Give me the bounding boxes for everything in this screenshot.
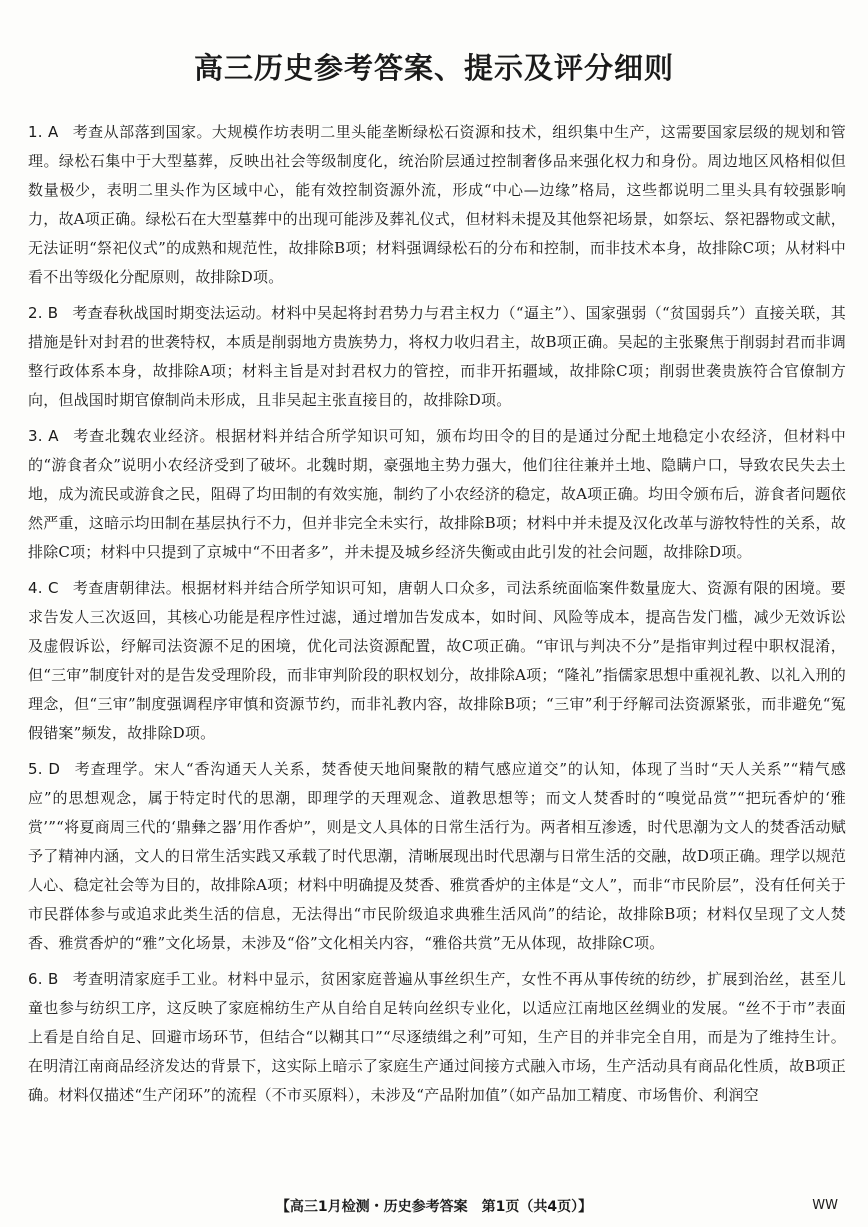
corner-mark: WW <box>812 1198 838 1213</box>
answer-number: 3. A <box>28 427 59 445</box>
answer-number: 1. A <box>28 123 59 141</box>
answer-number: 5. D <box>28 760 61 778</box>
answer-text: 考查从部落到国家。大规模作坊表明二里头能垄断绿松石资源和技术，组织集中生产，这需要国家层级的规划和管理。绿松石集中于大型墓葬，反映出社会等级制度化，统治阶层通过控制奢侈品来强化权力和身份。周边地区风格相似但数量极少，表明二里头作为区域中心，能有效控制资源外流，形成“中心—边缘”格局，这些都说明二里头具有较强影响力，故A项正确。绿松石在大型墓葬中的出现可能涉及葬礼仪式，但材料未提及其他祭祀场景，如祭坛、祭祀器物或文献，无法证明“祭祀仪式”的成熟和规范性，故排除B项；材料强调绿松石的分布和控制，而非技术本身，故排除C项；从材料中看不出等级化分配原则，故排除D项。 <box>28 123 846 286</box>
answer-text: 考查明清家庭手工业。材料中显示，贫困家庭普遍从事丝织生产，女性不再从事传统的纺纱，扩展到治丝，甚至儿童也参与纺织工序，这反映了家庭棉纺生产从自给自足转向丝织专业化，以适应江南地区丝绸业的发展。“丝不于市”表面上看是自给自足、回避市场环节，但结合“以糊其口”“尽逐绩缉之利”可知，生产目的并非完全自用，而是为了维持生计。在明清江南商品经济发达的背景下，这实际上暗示了家庭生产通过间接方式融入市场，生产活动具有商品化性质，故B项正确。材料仅描述“生产闭环”的流程（不市买原料），未涉及“产品附加值”（如产品加工精度、市场售价、利润空 <box>28 970 846 1104</box>
answer-text: 考查理学。宋人“香沟通天人关系，焚香使天地间聚散的精气感应道交”的认知，体现了当时“天人关系”“精气感应”的思想观念，属于特定时代的思潮，即理学的天理观念、道教思想等；而文人焚香时的“嗅觉品赏”“把玩香炉的‘雅赏’”“将夏商周三代的‘鼎彝之器’用作香炉”，则是文人具体的日常生活行为。两者相互渗透，时代思潮为文人的焚香活动赋予了精神内涵，文人的日常生活实践又承载了时代思潮，清晰展现出时代思潮与日常生活的交融，故D项正确。理学以规范人心、稳定社会等为目的，故排除A项；材料中明确提及焚香、雅赏香炉的主体是“文人”，而非“市民阶层”，没有任何关于市民群体参与或追求此类生活的信息，无法得出“市民阶级追求典雅生活风尚”的结论，故排除B项；材料仅呈现了文人焚香、雅赏香炉的“雅”文化场景，未涉及“俗”文化相关内容，“雅俗共赏”无从体现，故排除C项。 <box>28 760 846 952</box>
answer-text: 考查春秋战国时期变法运动。材料中吴起将封君势力与君主权力（“逼主”）、国家强弱（“贫国弱兵”）直接关联，其措施是针对封君的世袭特权，本质是削弱地方贵族势力，将权力收归君主，故B项正确。吴起的主张聚焦于削弱封君而非调整行政体系本身，故排除A项；材料主旨是对封君权力的管控，而非开拓疆域，故排除C项；削弱世袭贵族符合官僚制方向，但战国时期官僚制尚未形成，且非吴起主张直接目的，故排除D项。 <box>28 304 846 409</box>
answer-item-5 <box>28 755 846 958</box>
answer-item-6 <box>28 965 846 1110</box>
answer-text: 考查北魏农业经济。根据材料并结合所学知识可知，颁布均田令的目的是通过分配土地稳定小农经济，但材料中的“游食者众”说明小农经济受到了破坏。北魏时期，豪强地主势力强大，他们往往兼并土地、隐瞒户口，导致农民失去土地，成为流民或游食之民，阻碍了均田制的有效实施，制约了小农经济的稳定，故A项正确。均田令颁布后，游食者问题依然严重，这暗示均田制在基层执行不力，但并非完全未实行，故排除B项；材料中并未提及汉化改革与游牧特性的关系，故排除C项；材料中只提到了京城中“不田者多”，并未提及城乡经济失衡或由此引发的社会问题，故排除D项。 <box>28 427 846 561</box>
page-footer: 【高三1月检测・历史参考答案 第1页（共4页）】 <box>275 1199 593 1215</box>
answer-item-4 <box>28 574 846 748</box>
page-title: 高三历史参考答案、提示及评分细则 <box>193 51 674 85</box>
answer-number: 2. B <box>28 304 59 322</box>
answer-number: 4. C <box>28 579 59 597</box>
answer-item-1 <box>28 118 846 292</box>
answer-item-2 <box>28 299 846 415</box>
answer-item-3 <box>28 422 846 567</box>
answer-text: 考查唐朝律法。根据材料并结合所学知识可知，唐朝人口众多，司法系统面临案件数量庞大、资源有限的困境。要求告发人三次返回，其核心功能是程序性过滤，通过增加告发成本，如时间、风险等成本，提高告发门槛，减少无效诉讼及虚假诉讼，纾解司法资源不足的困境，优化司法资源配置，故C项正确。“审讯与判决不分”是指审判过程中职权混淆，但“三审”制度针对的是告发受理阶段，而非审判阶段的职权划分，故排除A项；“隆礼”指儒家思想中重视礼教、以礼入刑的理念，但“三审”制度强调程序审慎和资源节约，而非礼教内容，故排除B项；“三审”利于纾解司法资源紧张，而非避免“冤假错案”频发，故排除D项。 <box>28 579 846 742</box>
answers-body <box>28 118 846 1117</box>
answer-number: 6. B <box>28 970 59 988</box>
